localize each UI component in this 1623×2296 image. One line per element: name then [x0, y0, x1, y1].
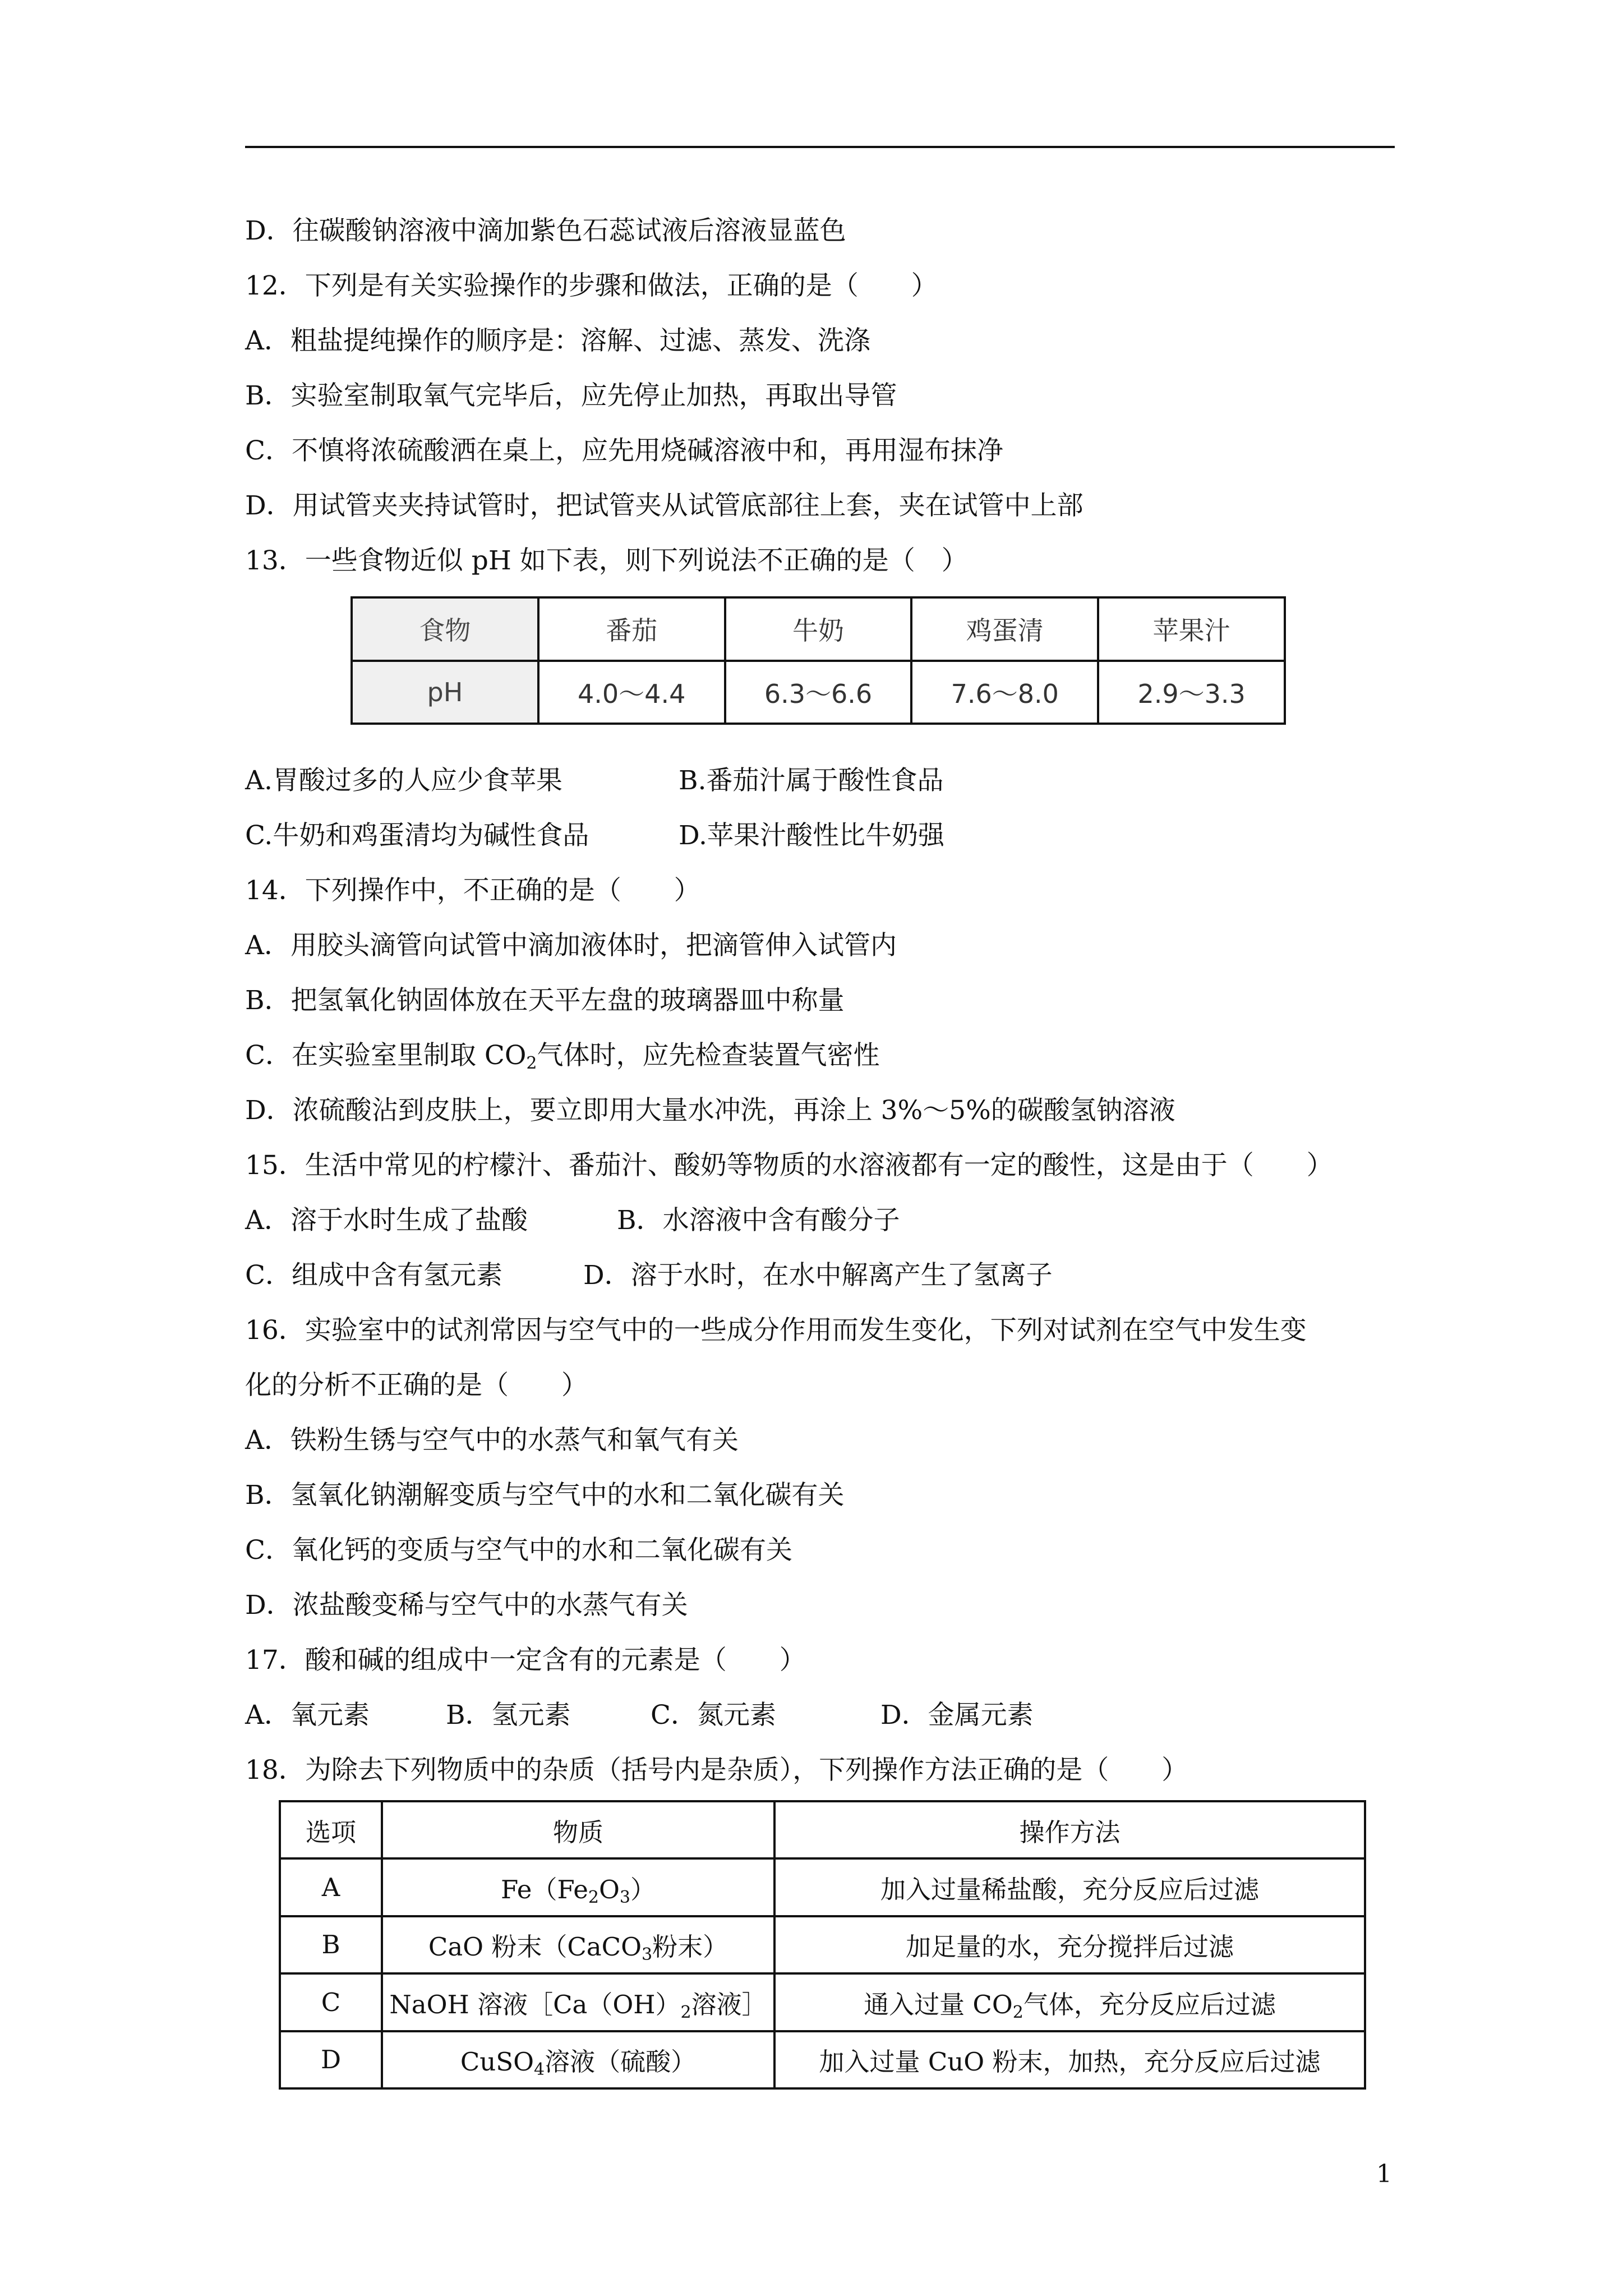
impurity-table-header-row	[280, 1801, 1365, 1858]
q16-option-c: C．氧化钙的变质与空气中的水和二氧化碳有关	[245, 1535, 792, 1566]
ph-table-value-row	[352, 661, 1285, 724]
q13-option-d: D.苹果汁酸性比牛奶强	[679, 820, 944, 851]
ph-table-cell: 食物	[352, 597, 538, 661]
q14-option-a: A．用胶头滴管向试管中滴加液体时，把滴管伸入试管内	[245, 930, 897, 961]
impurity-table-cell: B	[280, 1916, 382, 1973]
impurity-table-cell: 加入过量稀盐酸，充分反应后过滤	[774, 1858, 1365, 1916]
impurity-table-cell: 选项	[280, 1801, 382, 1858]
impurity-table-cell: 物质	[382, 1801, 774, 1858]
q17-option-c: C．氮元素	[651, 1700, 776, 1731]
q18-stem: 18．为除去下列物质中的杂质（括号内是杂质），下列操作方法正确的是（ ）	[245, 1755, 1188, 1786]
q16-option-a: A．铁粉生锈与空气中的水蒸气和氧气有关	[245, 1425, 739, 1456]
impurity-table-cell	[382, 1973, 774, 2031]
ph-table-cell: 7.6～8.0	[911, 661, 1098, 724]
q17-stem: 17．酸和碱的组成中一定含有的元素是（ ）	[245, 1645, 806, 1676]
substance-text: O	[598, 1875, 620, 1905]
ph-table-header-row	[352, 597, 1285, 661]
q15-option-a: A．溶于水时生成了盐酸	[245, 1205, 528, 1236]
ph-table-cell: 牛奶	[725, 597, 912, 661]
impurity-table-row	[280, 1973, 1365, 2031]
q16-stem-line2: 化的分析不正确的是（ ）	[245, 1370, 588, 1401]
q13-option-b: B.番茄汁属于酸性食品	[679, 765, 944, 796]
impurity-table-row	[280, 1858, 1365, 1916]
substance-text: 溶液］	[691, 1989, 767, 2019]
q14-option-c-text: C．在实验室里制取 CO	[245, 1040, 527, 1071]
substance-text: Fe（Fe	[501, 1875, 588, 1905]
subscript: 3	[619, 1888, 630, 1908]
header-rule	[245, 146, 1395, 148]
subscript: 4	[534, 2060, 545, 2080]
q15-option-b: B．水溶液中含有酸分子	[617, 1205, 900, 1236]
q14-option-b: B．把氢氧化钠固体放在天平左盘的玻璃器皿中称量	[245, 985, 845, 1016]
method-text: 通入过量 CO	[864, 1989, 1013, 2019]
method-text: 气体，充分反应后过滤	[1023, 1989, 1276, 2019]
subscript: 2	[526, 1053, 537, 1073]
ph-table-cell: 番茄	[538, 597, 725, 661]
q12-option-c: C．不慎将浓硫酸洒在桌上，应先用烧碱溶液中和，再用湿布抹净	[245, 435, 1003, 466]
q14-option-d: D．浓硫酸沾到皮肤上，要立即用大量水冲洗，再涂上 3%～5%的碳酸氢钠溶液	[245, 1095, 1175, 1126]
substance-text: CaO 粉末（CaCO	[428, 1932, 642, 1962]
q11-option-d: D．往碳酸钠溶液中滴加紫色石蕊试液后溶液显蓝色	[245, 215, 846, 246]
ph-table	[351, 596, 1286, 725]
q15-stem: 15．生活中常见的柠檬汁、番茄汁、酸奶等物质的水溶液都有一定的酸性，这是由于（ ）	[245, 1150, 1333, 1181]
q12-option-a: A．粗盐提纯操作的顺序是：溶解、过滤、蒸发、洗涤	[245, 325, 870, 356]
ph-table-cell: 6.3～6.6	[725, 661, 912, 724]
q17-option-b: B．氢元素	[446, 1700, 571, 1731]
subscript: 3	[641, 1945, 653, 1965]
impurity-table-cell: 加入过量 CuO 粉末，加热，充分反应后过滤	[774, 2031, 1365, 2088]
q12-option-b: B．实验室制取氧气完毕后，应先停止加热，再取出导管	[245, 380, 897, 411]
ph-table-cell: 鸡蛋清	[911, 597, 1098, 661]
q13-stem: 13．一些食物近似 pH 如下表，则下列说法不正确的是（ ）	[245, 545, 968, 576]
substance-text: 粉末）	[652, 1932, 728, 1962]
page-number: 1	[1376, 2160, 1392, 2188]
substance-text: 溶液（硫酸）	[545, 2047, 697, 2077]
q15-option-c: C．组成中含有氢元素	[245, 1260, 502, 1291]
subscript: 2	[1012, 2002, 1023, 2022]
q12-option-d: D．用试管夹夹持试管时，把试管夹从试管底部往上套，夹在试管中上部	[245, 490, 1083, 521]
ph-table-cell: 4.0～4.4	[538, 661, 725, 724]
impurity-table-cell: 加足量的水，充分搅拌后过滤	[774, 1916, 1365, 1973]
ph-table-cell: pH	[352, 661, 538, 724]
q17-option-a: A．氧元素	[245, 1700, 370, 1731]
q14-option-c-text: 气体时，应先检查装置气密性	[537, 1040, 880, 1071]
impurity-table-cell	[382, 1858, 774, 1916]
impurity-table-cell: 操作方法	[774, 1801, 1365, 1858]
impurity-table	[279, 1800, 1366, 2090]
impurity-table-cell: D	[280, 2031, 382, 2088]
q16-option-d: D．浓盐酸变稀与空气中的水蒸气有关	[245, 1590, 688, 1621]
q15-option-d: D．溶于水时，在水中解离产生了氢离子	[583, 1260, 1053, 1291]
q13-option-a: A.胃酸过多的人应少食苹果	[245, 765, 562, 796]
substance-text: NaOH 溶液［Ca（OH）	[389, 1989, 681, 2019]
q13-option-c: C.牛奶和鸡蛋清均为碱性食品	[245, 820, 589, 851]
q17-option-d: D．金属元素	[880, 1700, 1034, 1731]
q16-stem-line1: 16．实验室中的试剂常因与空气中的一些成分作用而发生变化，下列对试剂在空气中发生变	[245, 1315, 1307, 1346]
impurity-table-cell	[382, 2031, 774, 2088]
subscript: 2	[680, 2002, 691, 2022]
ph-table-cell: 苹果汁	[1098, 597, 1285, 661]
q14-option-c	[245, 1039, 880, 1073]
impurity-table-cell: A	[280, 1858, 382, 1916]
substance-text: ）	[630, 1875, 656, 1905]
impurity-table-cell: C	[280, 1973, 382, 2031]
substance-text: CuSO	[460, 2047, 534, 2077]
q16-option-b: B．氢氧化钠潮解变质与空气中的水和二氧化碳有关	[245, 1480, 845, 1511]
impurity-table-row	[280, 2031, 1365, 2088]
subscript: 2	[588, 1888, 599, 1908]
impurity-table-cell	[382, 1916, 774, 1973]
impurity-table-cell	[774, 1973, 1365, 2031]
q14-stem: 14．下列操作中，不正确的是（ ）	[245, 875, 700, 906]
ph-table-cell: 2.9～3.3	[1098, 661, 1285, 724]
q12-stem: 12．下列是有关实验操作的步骤和做法，正确的是（ ）	[245, 270, 938, 301]
impurity-table-row	[280, 1916, 1365, 1973]
